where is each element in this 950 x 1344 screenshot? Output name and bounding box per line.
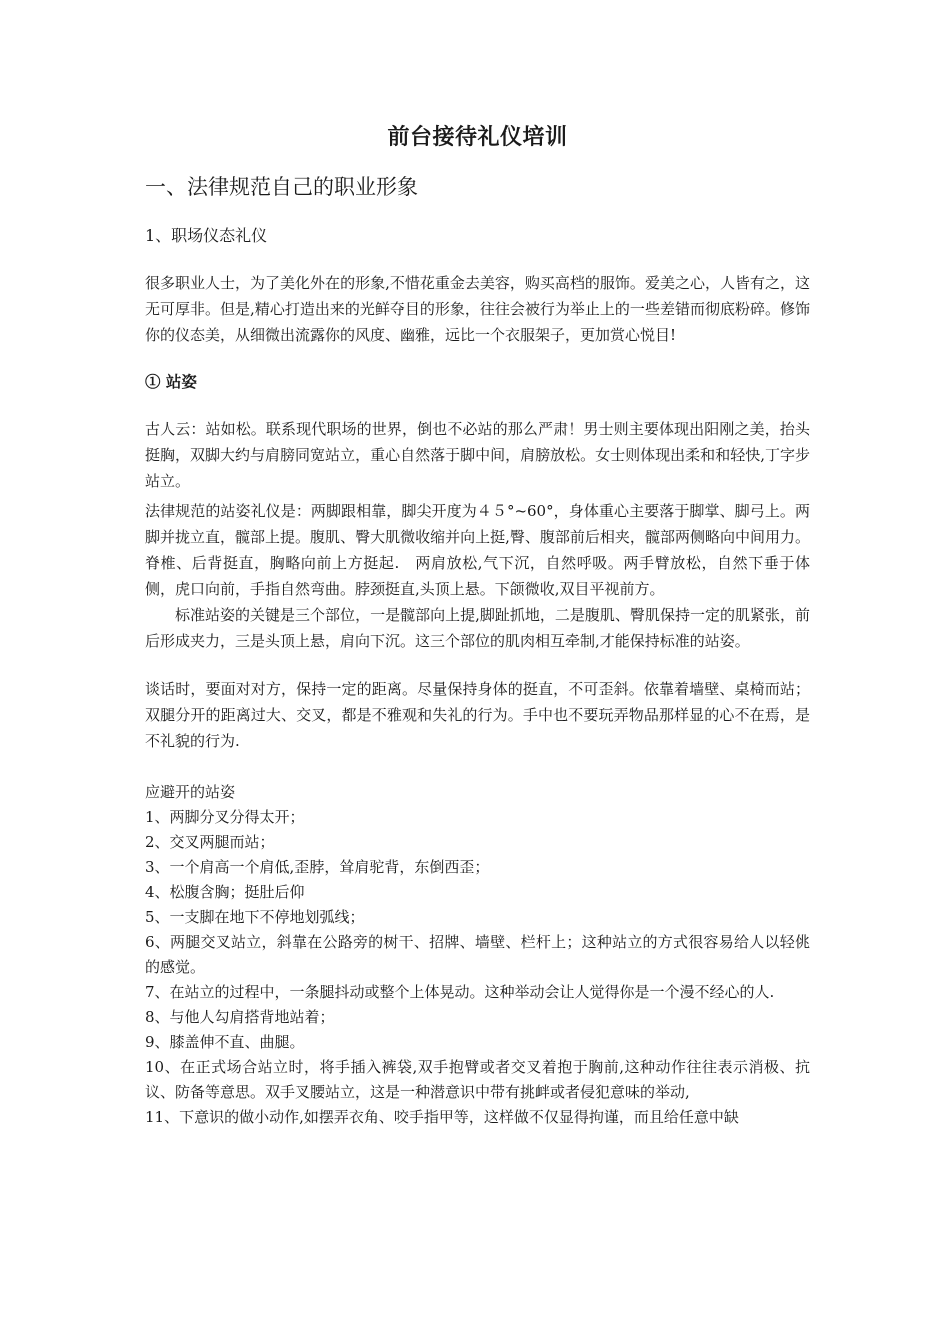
- list-item: 9、膝盖伸不直、曲腿。: [145, 1033, 305, 1051]
- list-item: 3、一个肩高一个肩低,歪脖，耸肩驼背，东倒西歪；: [145, 858, 490, 876]
- list-item: 5、一支脚在地下不停地划弧线；: [145, 908, 365, 926]
- section-heading: 一、法律规范自己的职业形象: [145, 175, 418, 199]
- list-item: 2、交叉两腿而站；: [145, 833, 275, 851]
- list-item: 8、与他人勾肩搭背地站着；: [145, 1008, 335, 1026]
- subsection-heading: 1、职场仪态礼仪: [145, 226, 268, 245]
- paragraph-standard: 法律规范的站姿礼仪是：两脚跟相靠，脚尖开度为４５°~60°，身体重心主要落于脚掌、脚弓上。两脚并拢立直，髋部上提。腹肌、臀大肌微收缩并向上挺,臀、腹部前后相夹，髋部两侧略向中间用力。脊椎、后背挺直，胸略向前上方挺起. 两肩放松,气下沉，自然呼吸。两手臂放松，自然下垂于体侧，虎口向前，手指自然弯曲。脖颈挺直,头顶上悬。下颌微收,双目平视前方。: [145, 502, 810, 598]
- list-item: 4、松腹含胸；挺肚后仰: [145, 883, 305, 901]
- paragraph-key: 标准站姿的关键是三个部位，一是髋部向上提,脚趾抓地，二是腹肌、臀肌保持一定的肌紧张，前后形成夹力，三是头顶上悬，肩向下沉。这三个部位的肌肉相互牵制,才能保持标准的站姿。: [145, 606, 810, 650]
- document-body: [145, 120, 810, 1130]
- list-item: 6、两腿交叉站立，斜靠在公路旁的树干、招牌、墙壁、栏杆上；这种站立的方式很容易给人以轻佻的感觉。: [145, 933, 810, 976]
- intro-paragraph: 很多职业人士，为了美化外在的形象,不惜花重金去美容，购买高档的服饰。爱美之心，人皆有之，这无可厚非。但是,精心打造出来的光鲜夺目的形象，往往会被行为举止上的一些差错而彻底粉碎。修饰你的仪态美，从细微出流露你的风度、幽雅，远比一个衣服架子，更加赏心悦目!: [145, 274, 810, 344]
- list-item: 11、下意识的做小动作,如摆弄衣角、咬手指甲等，这样做不仅显得拘谨，而且给任意中缺: [145, 1108, 739, 1126]
- paragraph-ancient: 古人云：站如松。联系现代职场的世界，倒也不必站的那么严肃！男士则主要体现出阳刚之美，抬头挺胸，双脚大约与肩膀同宽站立，重心自然落于脚中间，肩膀放松。女士则体现出柔和和轻快,丁字步站立。: [145, 420, 810, 490]
- avoid-list: [145, 805, 810, 1130]
- avoid-list-title: 应避开的站姿: [145, 783, 236, 801]
- list-item: 1、两脚分叉分得太开；: [145, 808, 305, 826]
- document-title: 前台接待礼仪培训: [387, 124, 568, 150]
- list-item: 10、在正式场合站立时，将手插入裤袋,双手抱臂或者交叉着抱于胸前,这种动作往往表示消极、抗议、防备等意思。双手叉腰站立，这是一种潜意识中带有挑衅或者侵犯意味的举动,: [145, 1058, 810, 1101]
- list-item: 7、在站立的过程中，一条腿抖动或整个上体晃动。这种举动会让人觉得你是一个漫不经心的人.: [145, 983, 775, 1001]
- paragraph-talk: 谈话时，要面对对方，保持一定的距离。尽量保持身体的挺直，不可歪斜。依靠着墙壁、桌椅而站；双腿分开的距离过大、交叉，都是不雅观和失礼的行为。手中也不要玩弄物品那样显的心不在焉，是不礼貌的行为.: [145, 680, 810, 750]
- topic-heading: ① 站姿: [145, 372, 197, 391]
